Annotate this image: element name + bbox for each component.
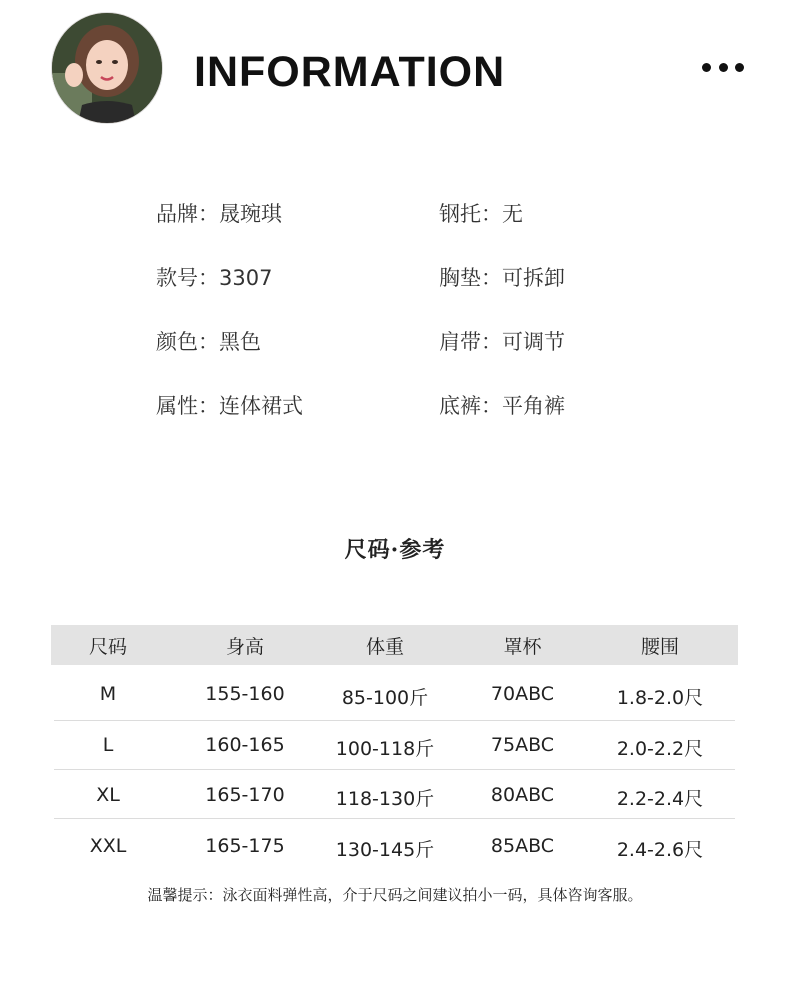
table-cell: XXL [89, 835, 127, 857]
table-cell: 80ABC [490, 784, 555, 806]
table-cell: 165-175 [205, 835, 285, 857]
avatar-portrait-icon [52, 13, 162, 123]
table-header-cell: 罩杯 [503, 635, 542, 658]
info-key: 胸垫： [439, 266, 502, 290]
table-header-cell: 身高 [225, 635, 264, 658]
size-section-title: 尺码·参考 [344, 537, 446, 563]
table-header-row [51, 625, 738, 665]
table-cell: M [99, 683, 117, 705]
table-cell: 100-118斤 [335, 738, 435, 760]
table-row [51, 721, 738, 770]
info-value: 晟琬琪 [219, 202, 282, 226]
table-row [51, 819, 738, 868]
info-value: 无 [502, 202, 523, 226]
info-key: 属性： [156, 394, 219, 418]
table-cell: 155-160 [205, 683, 285, 705]
info-value: 3307 [219, 266, 273, 290]
table-cell: 85ABC [490, 835, 555, 857]
table-cell: 2.0-2.2尺 [616, 738, 704, 760]
more-dot-icon [735, 63, 744, 72]
table-row [51, 770, 738, 819]
table-header-cell: 腰围 [640, 635, 679, 658]
table-cell: 130-145斤 [335, 839, 435, 861]
table-cell: 2.2-2.4尺 [616, 788, 704, 810]
avatar[interactable] [52, 13, 162, 123]
table-cell: 2.4-2.6尺 [616, 839, 704, 861]
size-tip-note: 温馨提示：泳衣面料弹性高，介于尺码之间建议拍小一码，具体咨询客服。 [147, 886, 643, 904]
table-cell: 85-100斤 [341, 687, 429, 709]
more-dot-icon [719, 63, 728, 72]
info-value: 可调节 [502, 330, 565, 354]
info-item-bottom [439, 388, 565, 424]
info-value: 平角裤 [502, 394, 565, 418]
info-key: 底裤： [439, 394, 502, 418]
table-cell: 75ABC [490, 734, 555, 756]
info-key: 钢托： [439, 202, 502, 226]
info-item-underwire [439, 196, 523, 232]
info-value: 黑色 [219, 330, 261, 354]
info-value: 连体裙式 [219, 394, 303, 418]
more-options-button[interactable] [702, 58, 744, 76]
table-cell: 160-165 [205, 734, 285, 756]
info-key: 颜色： [156, 330, 219, 354]
info-item-brand [156, 196, 282, 232]
info-item-padding [439, 260, 565, 296]
table-header-cell: 尺码 [88, 635, 127, 658]
table-cell: L [102, 734, 114, 756]
table-cell: XL [96, 784, 120, 806]
table-row [51, 665, 738, 721]
info-value: 可拆卸 [502, 266, 565, 290]
table-cell: 165-170 [205, 784, 285, 806]
table-cell: 1.8-2.0尺 [616, 687, 704, 709]
page-title: INFORMATION [194, 48, 506, 96]
table-cell: 118-130斤 [335, 788, 435, 810]
size-table [51, 625, 738, 868]
info-item-model [156, 260, 272, 296]
table-header-cell: 体重 [365, 635, 404, 658]
info-key: 款号： [156, 266, 219, 290]
info-key: 品牌： [156, 202, 219, 226]
info-item-style [156, 388, 303, 424]
table-cell: 70ABC [490, 683, 555, 705]
info-item-strap [439, 324, 565, 360]
info-key: 肩带： [439, 330, 502, 354]
more-dot-icon [702, 63, 711, 72]
info-item-color [156, 324, 261, 360]
